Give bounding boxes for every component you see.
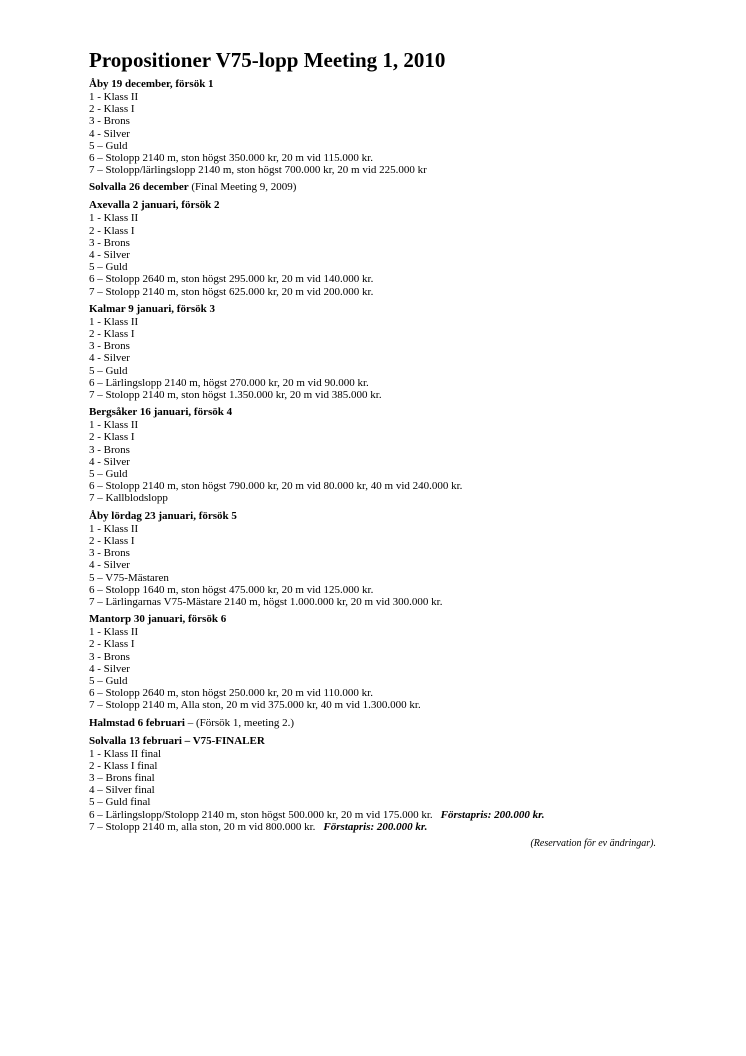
race-line xyxy=(89,273,689,285)
race-text: 5 – Guld xyxy=(89,364,128,377)
race-line xyxy=(89,261,689,273)
race-line xyxy=(89,128,689,140)
section-heading-text: Bergsåker 16 januari, försök 4 xyxy=(89,406,233,419)
race-text: 4 – Silver final xyxy=(89,784,155,797)
section-heading xyxy=(89,510,689,523)
race-text: 6 – Stolopp 2640 m, ston högst 295.000 kr, 20 m vid 140.000 kr. xyxy=(89,273,374,286)
race-text: 1 - Klass II xyxy=(89,626,139,639)
race-text: 5 – V75-Mästaren xyxy=(89,571,169,584)
section-heading xyxy=(89,199,689,212)
race-text: 7 – Stolopp 2140 m, alla ston, 20 m vid 800.000 kr. xyxy=(89,820,316,833)
race-line xyxy=(89,559,689,571)
race-text: 2 - Klass I xyxy=(89,328,135,341)
race-text: 6 – Lärlingslopp/Stolopp 2140 m, ston högst 500.000 kr, 20 m vid 175.000 kr. xyxy=(89,808,433,821)
race-text: 4 - Silver xyxy=(89,249,130,262)
race-line xyxy=(89,675,689,687)
race-text: 5 – Guld xyxy=(89,261,128,274)
section xyxy=(89,303,689,401)
race-line xyxy=(89,651,689,663)
race-line xyxy=(89,164,689,176)
race-line xyxy=(89,760,689,772)
reservation-note: (Reservation för ev ändringar). xyxy=(530,837,656,849)
race-line xyxy=(89,212,689,224)
race-text: 5 – Guld final xyxy=(89,796,151,809)
race-text: 3 - Brons xyxy=(89,650,130,663)
race-line xyxy=(89,626,689,638)
race-line xyxy=(89,237,689,249)
section-heading-text: Kalmar 9 januari, försök 3 xyxy=(89,302,215,315)
section-heading xyxy=(89,613,689,626)
race-line xyxy=(89,584,689,596)
section-heading-text: Solvalla 26 december xyxy=(89,181,189,194)
race-text: 3 - Brons xyxy=(89,236,130,249)
race-text: 7 – Stolopp 2140 m, ston högst 625.000 kr, 20 m vid 200.000 kr. xyxy=(89,285,374,298)
section xyxy=(89,406,689,504)
race-prize: Förstapris: 200.000 kr. xyxy=(440,808,545,821)
race-line xyxy=(89,772,689,784)
section xyxy=(89,78,689,176)
section-heading-note: – (Försök 1, meeting 2.) xyxy=(184,716,295,729)
race-line xyxy=(89,91,689,103)
section-heading xyxy=(89,406,689,419)
race-text: 7 – Stolopp/lärlingslopp 2140 m, ston högst 700.000 kr, 20 m vid 225.000 kr xyxy=(89,164,427,177)
section xyxy=(89,717,689,730)
race-text: 6 – Stolopp 2140 m, ston högst 790.000 kr, 20 m vid 80.000 kr, 40 m vid 240.000 kr. xyxy=(89,480,463,493)
section-heading-text: Mantorp 30 januari, försök 6 xyxy=(89,613,227,626)
race-line xyxy=(89,140,689,152)
race-line xyxy=(89,809,689,821)
race-text: 4 - Silver xyxy=(89,127,130,140)
race-text: 1 - Klass II xyxy=(89,91,139,103)
race-text: 7 – Lärlingarnas V75-Mästare 2140 m, högst 1.000.000 kr, 20 m vid 300.000 kr. xyxy=(89,595,443,608)
race-line xyxy=(89,638,689,650)
race-line xyxy=(89,352,689,364)
section xyxy=(89,613,689,711)
race-text: 1 - Klass II xyxy=(89,419,139,432)
page-title: Propositioner V75-lopp Meeting 1, 2010 xyxy=(89,48,446,72)
race-text: 3 - Brons xyxy=(89,443,130,456)
race-line xyxy=(89,663,689,675)
section-heading xyxy=(89,78,689,91)
race-line xyxy=(89,152,689,164)
race-text: 3 - Brons xyxy=(89,340,130,353)
race-line xyxy=(89,316,689,328)
race-line xyxy=(89,115,689,127)
section xyxy=(89,510,689,608)
section-heading xyxy=(89,303,689,316)
race-text: 3 - Brons xyxy=(89,115,130,128)
race-line xyxy=(89,468,689,480)
race-line xyxy=(89,456,689,468)
race-line xyxy=(89,687,689,699)
section-heading-note: (Final Meeting 9, 2009) xyxy=(188,181,297,194)
race-line xyxy=(89,535,689,547)
section xyxy=(89,181,689,194)
race-text: 1 - Klass II xyxy=(89,212,139,225)
race-line xyxy=(89,389,689,401)
race-text: 5 – Guld xyxy=(89,468,128,481)
race-text: 7 – Kallblodslopp xyxy=(89,492,168,505)
race-text: 4 - Silver xyxy=(89,559,130,572)
document-page xyxy=(89,48,689,849)
section-heading xyxy=(89,717,689,730)
section-heading xyxy=(89,735,689,748)
race-line xyxy=(89,249,689,261)
race-line xyxy=(89,225,689,237)
race-line xyxy=(89,419,689,431)
race-text: 4 - Silver xyxy=(89,352,130,365)
race-prize: Förstapris: 200.000 kr. xyxy=(323,820,428,833)
race-line xyxy=(89,699,689,711)
race-text: 4 - Silver xyxy=(89,662,130,675)
race-text: 4 - Silver xyxy=(89,455,130,468)
race-text: 6 – Stolopp 2140 m, ston högst 350.000 kr, 20 m vid 115.000 kr. xyxy=(89,152,373,165)
race-line xyxy=(89,286,689,298)
section-heading xyxy=(89,181,689,194)
race-line xyxy=(89,547,689,559)
race-text: 1 - Klass II xyxy=(89,522,139,535)
race-text: 3 - Brons xyxy=(89,547,130,560)
race-line xyxy=(89,572,689,584)
race-text: 2 - Klass I xyxy=(89,534,135,547)
race-text: 5 – Guld xyxy=(89,674,128,687)
race-text: 1 - Klass II final xyxy=(89,747,162,760)
race-text: 2 - Klass I xyxy=(89,224,135,237)
race-line xyxy=(89,431,689,443)
race-text: 3 – Brons final xyxy=(89,771,155,784)
race-line xyxy=(89,444,689,456)
section-heading-text: Åby 19 december, försök 1 xyxy=(89,78,214,90)
section-heading-text: Solvalla 13 februari – V75-FINALER xyxy=(89,734,265,747)
race-line xyxy=(89,103,689,115)
race-text: 6 – Stolopp 1640 m, ston högst 475.000 kr, 20 m vid 125.000 kr. xyxy=(89,583,374,596)
race-line xyxy=(89,492,689,504)
race-text: 7 – Stolopp 2140 m, Alla ston, 20 m vid 375.000 kr, 40 m vid 1.300.000 kr. xyxy=(89,699,421,712)
race-line xyxy=(89,340,689,352)
race-text: 2 - Klass I xyxy=(89,431,135,444)
race-text: 6 – Lärlingslopp 2140 m, högst 270.000 kr, 20 m vid 90.000 kr. xyxy=(89,376,369,389)
race-line xyxy=(89,328,689,340)
race-text: 7 – Stolopp 2140 m, ston högst 1.350.000 kr, 20 m vid 385.000 kr. xyxy=(89,389,382,402)
race-line xyxy=(89,523,689,535)
race-text: 1 - Klass II xyxy=(89,315,139,328)
sections-container xyxy=(89,78,689,833)
race-line xyxy=(89,821,689,833)
race-line xyxy=(89,596,689,608)
race-text: 5 – Guld xyxy=(89,139,128,152)
section-heading-text: Halmstad 6 februari xyxy=(89,716,185,729)
race-text: 6 – Stolopp 2640 m, ston högst 250.000 kr, 20 m vid 110.000 kr. xyxy=(89,687,373,700)
race-line xyxy=(89,377,689,389)
section xyxy=(89,199,689,297)
section-heading-text: Åby lördag 23 januari, försök 5 xyxy=(89,509,237,522)
section-heading-text: Axevalla 2 januari, försök 2 xyxy=(89,199,220,212)
race-text: 2 - Klass I xyxy=(89,103,135,116)
race-line xyxy=(89,480,689,492)
race-text: 2 - Klass I xyxy=(89,638,135,651)
race-text: 2 - Klass I final xyxy=(89,759,158,772)
section xyxy=(89,735,689,833)
race-line xyxy=(89,784,689,796)
race-line xyxy=(89,365,689,377)
race-line xyxy=(89,748,689,760)
race-line xyxy=(89,796,689,808)
